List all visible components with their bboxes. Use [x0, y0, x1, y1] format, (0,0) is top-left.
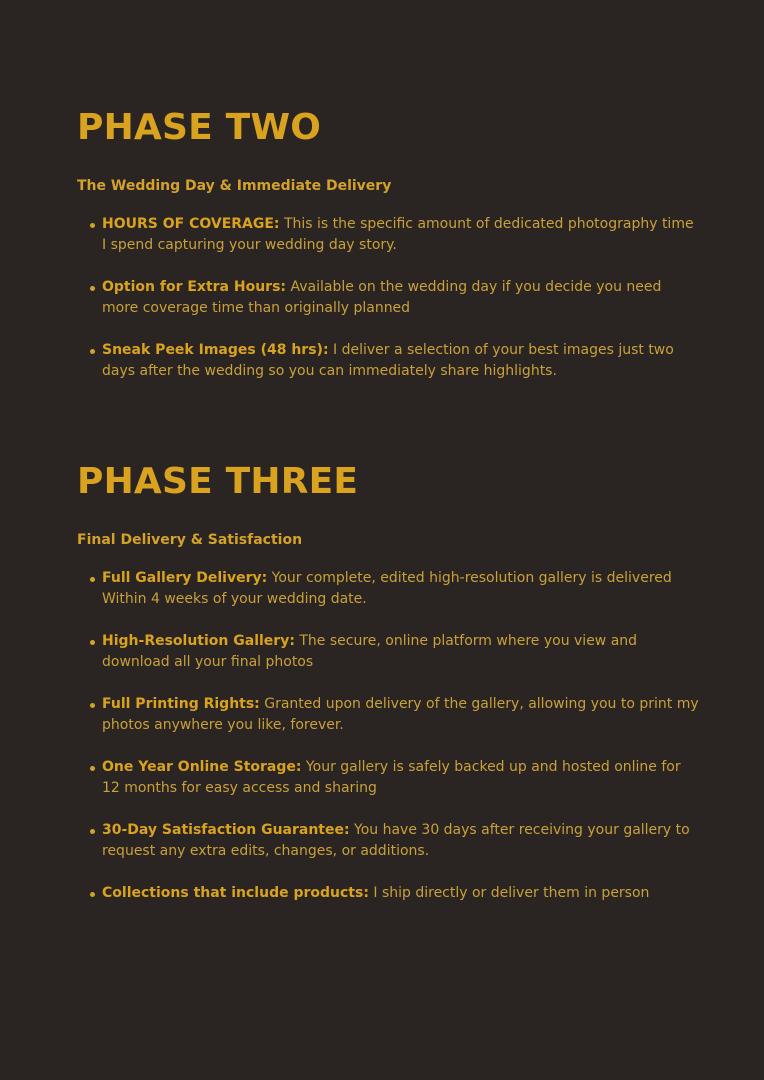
item-text: Granted upon delivery of the gallery, allowing you to print my photos anywhere you like, forever. — [102, 696, 699, 733]
item-text: The secure, online platform where you view and download all your final photos — [102, 633, 638, 670]
phase-two-list — [77, 214, 707, 382]
item-text: I ship directly or deliver them in person — [368, 885, 650, 901]
item-text: Available on the wedding day if you decide you need more coverage time than originally planned — [102, 279, 662, 316]
phase-two-subtitle: The Wedding Day & Immediate Delivery — [77, 178, 392, 194]
list-item — [102, 820, 702, 862]
list-item — [102, 214, 702, 256]
phase-three-list — [77, 568, 707, 904]
item-text: Your gallery is safely backed up and hosted online for 12 months for easy access and sharing — [102, 759, 681, 796]
item-label: HOURS OF COVERAGE: — [102, 216, 280, 232]
phase-two-section — [77, 106, 707, 403]
phase-three-section — [77, 460, 707, 925]
item-text: I deliver a selection of your best images just two days after the wedding so you can immediately share highlights. — [102, 342, 674, 379]
phase-two-title: PHASE TWO — [77, 107, 322, 148]
list-item — [102, 340, 702, 382]
list-item — [102, 568, 702, 610]
item-label: One Year Online Storage: — [102, 759, 302, 775]
list-item — [102, 883, 702, 904]
item-label: Option for Extra Hours: — [102, 279, 287, 295]
item-label: High-Resolution Gallery: — [102, 633, 295, 649]
item-text: Your complete, edited high-resolution gallery is delivered Within 4 weeks of your wedding date. — [102, 570, 672, 607]
list-item — [102, 757, 702, 799]
list-item — [102, 694, 702, 736]
item-label: Sneak Peek Images (48 hrs): — [102, 342, 329, 358]
item-label: Full Gallery Delivery: — [102, 570, 268, 586]
item-label: 30-Day Satisfaction Guarantee: — [102, 822, 350, 838]
item-text: This is the specific amount of dedicated photography time I spend capturing your wedding day story. — [102, 216, 694, 253]
item-text: You have 30 days after receiving your gallery to request any extra edits, changes, or additions. — [102, 822, 690, 859]
item-label: Collections that include products: — [102, 885, 369, 901]
list-item — [102, 631, 702, 673]
phase-three-subtitle: Final Delivery & Satisfaction — [77, 532, 303, 548]
list-item — [102, 277, 702, 319]
item-label: Full Printing Rights: — [102, 696, 260, 712]
phase-three-title: PHASE THREE — [77, 461, 359, 502]
